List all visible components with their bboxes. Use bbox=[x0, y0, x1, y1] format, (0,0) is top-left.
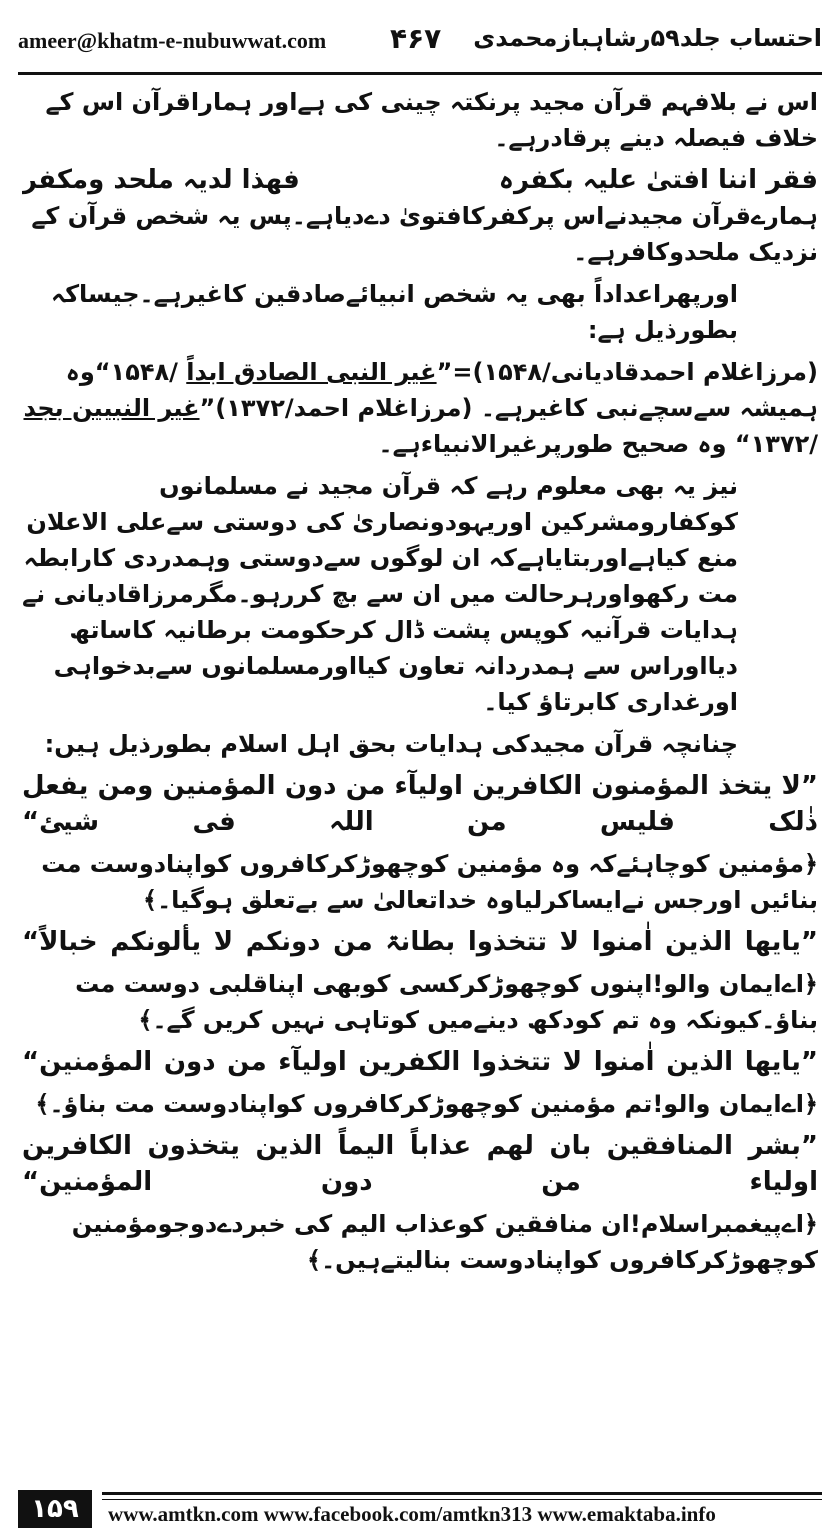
quran-verse: ”یایھا الذین اٰمنوا لا تتخذوا الکفرین اولیآء من دون المؤمنین“ bbox=[22, 1047, 818, 1077]
paragraph: ہمارےقرآن مجیدنےاس پرکفرکافتویٰ دےدیاہے۔پس یہ شخص قرآن کے نزدیک ملحدوکافرہے۔ bbox=[31, 202, 818, 266]
underlined-phrase: غیر النبیین بجد bbox=[23, 394, 200, 422]
verse-translation: ﴿اےایمان والو!اپنوں کوچھوڑکرکسی کوبھی اپناقلبی دوست مت بناؤ۔کیونکہ وہ تم کودکھ دینےمیں کوتاہی نہیں کریں گے۔﴾ bbox=[75, 970, 818, 1034]
underlined-phrase: غیر النبی الصادق ابداً bbox=[186, 358, 437, 386]
quran-verse: ”لا یتخذ المؤمنون الکافرین اولیآء من دون المؤمنین ومن یفعل ذٰلک فلیس من اللہ فی شیئ“ bbox=[22, 771, 818, 837]
verse-translation: ﴿اےپیغمبراسلام!ان منافقین کوعذاب الیم کی خبردےدوجومؤمنین کوچھوڑکرکافروں کواپنادوست بنالیتےہیں۔﴾ bbox=[71, 1210, 818, 1274]
quran-verse: ”یایھا الذین اٰمنوا لا تتخذوا بطانۃ من دونکم لا یألونکم خبالاً“ bbox=[22, 927, 818, 957]
paragraph: نیز یہ بھی معلوم رہے کہ قرآن مجید نے مسلمانوں کوکفارومشرکین اوریہودونصاریٰ کی دوستی سےعلی الاعلان منع کیاہےاوربتایاہےکہ ان لوگوں سےدوستی وہمدردی کارابطہ مت رکھواورہرحالت میں ان سے بچ کررہو۔مگرمرزاقادیانی نے ہدایات قرآنیہ کوپس پشت ڈال کرحکومت برطانیہ کاساتھ دیااوراس سے ہمدردانہ تعاون کیااورمسلمانوں سےبدخواہی اورغداری کابرتاؤ کیا۔ bbox=[22, 472, 738, 716]
header-email: ameer@khatm-e-nubuwwat.com bbox=[18, 28, 327, 53]
page-footer bbox=[18, 1490, 822, 1528]
page-content bbox=[22, 84, 818, 1484]
quran-verse: ”بشر المنافقین بان لھم عذاباً الیماً الذین یتخذون الکافرین اولیاء من دون المؤمنین“ bbox=[22, 1131, 818, 1197]
footer-divider bbox=[102, 1492, 822, 1500]
numeric-reference-1: (مرزاغلام احمدقادیانی/۱۵۴۸)=”غیر النبی الصادق ابداً /۱۵۴۸“وہ ہمیشہ سےسچےنبی کاغیرہے۔ (مرزاغلام احمد/۱۳۷۲)”غیر النبیین بجد /۱۳۷۲“ وہ صحیح طورپرغیرالانبیاءہے۔ bbox=[23, 358, 818, 458]
page-header bbox=[18, 18, 822, 66]
verse-translation: ﴿مؤمنین کوچاہئےکہ وہ مؤمنین کوچھوڑکرکافروں کواپنادوست مت بنائیں اورجس نےایساکرلیاوہ خداتعالیٰ سے بےتعلق ہوگیا۔﴾ bbox=[41, 850, 818, 914]
footer-page-number: ۱۵۹ bbox=[18, 1490, 92, 1528]
paragraph: چنانچہ قرآن مجیدکی ہدایات بحق اہل اسلام بطورذیل ہیں: bbox=[44, 730, 738, 758]
footer-urls: www.amtkn.com www.facebook.com/amtkn313 www.emaktaba.info bbox=[108, 1502, 716, 1526]
header-page-number: ۴۶۷ bbox=[390, 22, 442, 55]
arabic-verse-line bbox=[22, 162, 818, 198]
arabic-verse-right: فقر اننا افتیٰ علیہ بکفرہ bbox=[498, 165, 818, 195]
header-divider bbox=[18, 72, 822, 75]
header-title: احتساب جلد۵۹رشاہبازمحمدی bbox=[473, 24, 822, 52]
arabic-verse-left: فھذا لدیہ ملحد ومکفر bbox=[22, 165, 300, 195]
paragraph: اس نے بلافہم قرآن مجید پرنکتہ چینی کی ہےاور ہماراقرآن اس کے خلاف فیصلہ دینے پرقادرہے۔ bbox=[45, 88, 818, 152]
paragraph: اورپھراعداداً بھی یہ شخص انبیائےصادقین کاغیرہے۔جیساکہ بطورذیل ہے: bbox=[51, 280, 738, 344]
verse-translation: ﴿اےایمان والو!تم مؤمنین کوچھوڑکرکافروں کواپنادوست مت بناؤ۔﴾ bbox=[35, 1090, 818, 1118]
